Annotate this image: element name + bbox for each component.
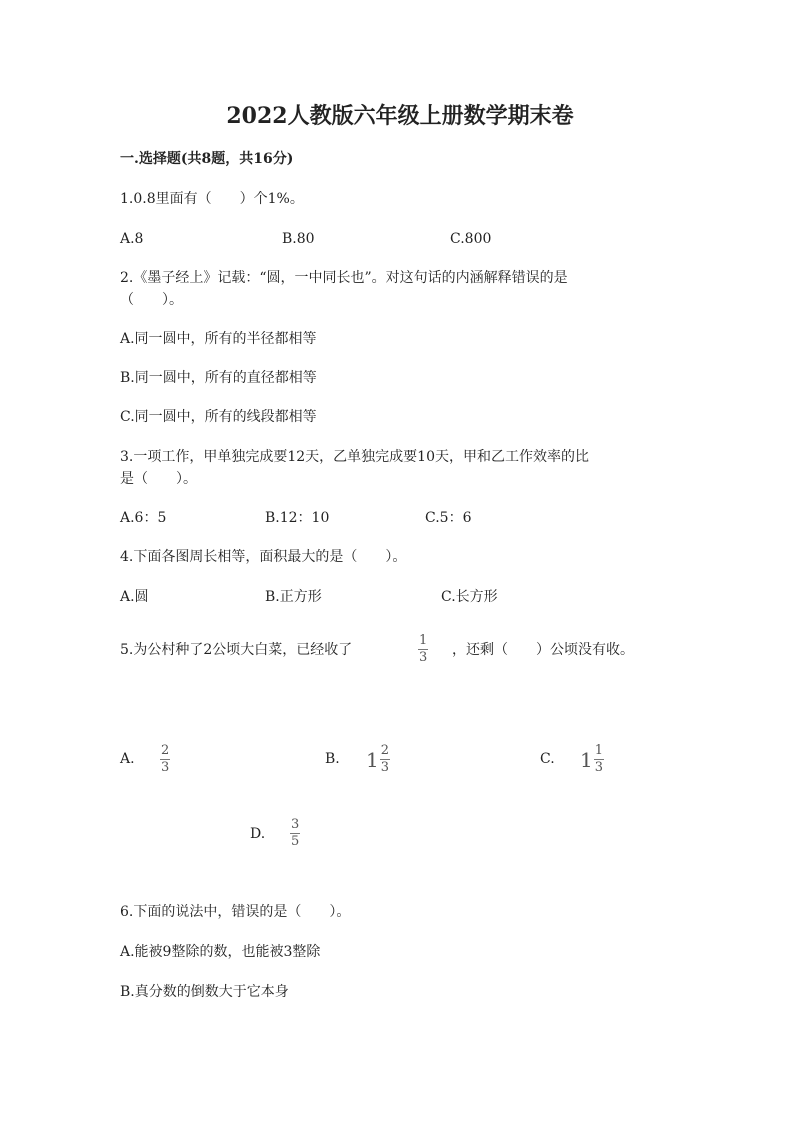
page-title: 2022人教版六年级上册数学期末卷 <box>226 103 574 129</box>
q2-option-a: A.同一圆中，所有的半径都相等 <box>120 331 317 347</box>
q4-option-b: B.正方形 <box>265 589 322 605</box>
question-2-line-2: （ ）。 <box>120 292 183 308</box>
q5-b-whole: 1 <box>366 747 379 772</box>
q6-option-b: B.真分数的倒数大于它本身 <box>120 984 289 1000</box>
question-2-line-1: 2.《墨子经上》记载：“圆，一中同长也”。对这句话的内涵解释错误的是 <box>120 270 568 286</box>
q5-a-denominator: 3 <box>161 760 170 775</box>
question-6: 6.下面的说法中，错误的是（ ）。 <box>120 904 351 920</box>
q5-fraction-denominator: 3 <box>419 650 428 665</box>
q2-option-b: B.同一圆中，所有的直径都相等 <box>120 370 317 386</box>
q5-option-a-label: A. <box>120 751 135 767</box>
q5-option-a-fraction <box>160 744 170 775</box>
q5-d-denominator: 5 <box>291 834 300 849</box>
q5-option-b-label: B. <box>325 751 340 767</box>
q3-option-a: A.6：5 <box>120 510 167 526</box>
q2-option-c: C.同一圆中，所有的线段都相等 <box>120 409 317 425</box>
q5-option-c-mixed-number <box>580 744 604 775</box>
question-5-text-after: ，还剩（ ）公顷没有收。 <box>452 642 634 658</box>
q5-a-numerator: 2 <box>161 743 170 758</box>
q1-option-a: A.8 <box>120 231 144 247</box>
question-3-line-1: 3.一项工作，甲单独完成要12天，乙单独完成要10天，甲和乙工作效率的比 <box>120 449 589 465</box>
q6-option-a: A.能被9整除的数，也能被3整除 <box>120 944 321 960</box>
q5-b-fraction <box>380 744 390 775</box>
q5-d-numerator: 3 <box>291 817 300 832</box>
q5-option-c-label: C. <box>540 751 555 767</box>
q5-c-numerator: 1 <box>594 743 604 758</box>
q4-option-a: A.圆 <box>120 589 149 605</box>
q5-b-numerator: 2 <box>380 743 390 758</box>
question-1: 1.0.8里面有（ ）个1%。 <box>120 191 304 207</box>
question-3-line-2: 是（ ）。 <box>120 471 197 487</box>
q5-b-denominator: 3 <box>380 760 390 775</box>
q5-c-fraction <box>594 744 604 775</box>
q4-option-c: C.长方形 <box>441 589 498 605</box>
q5-c-denominator: 3 <box>594 760 604 775</box>
q5-fraction <box>418 634 428 665</box>
q5-option-d-label: D. <box>250 826 266 842</box>
question-5-text-before: 5.为公村种了2公顷大白菜，已经收了 <box>120 642 353 658</box>
question-4: 4.下面各图周长相等，面积最大的是（ ）。 <box>120 549 407 565</box>
section-heading: 一.选择题(共8题，共16分) <box>120 151 294 167</box>
q5-option-d-fraction <box>290 818 300 849</box>
q5-c-whole: 1 <box>580 747 593 772</box>
q5-fraction-numerator: 1 <box>419 633 428 648</box>
q5-option-b-mixed-number <box>366 744 390 775</box>
q3-option-c: C.5：6 <box>425 510 472 526</box>
q1-option-b: B.80 <box>282 231 315 247</box>
q3-option-b: B.12：10 <box>265 510 330 526</box>
q1-option-c: C.800 <box>450 231 492 247</box>
